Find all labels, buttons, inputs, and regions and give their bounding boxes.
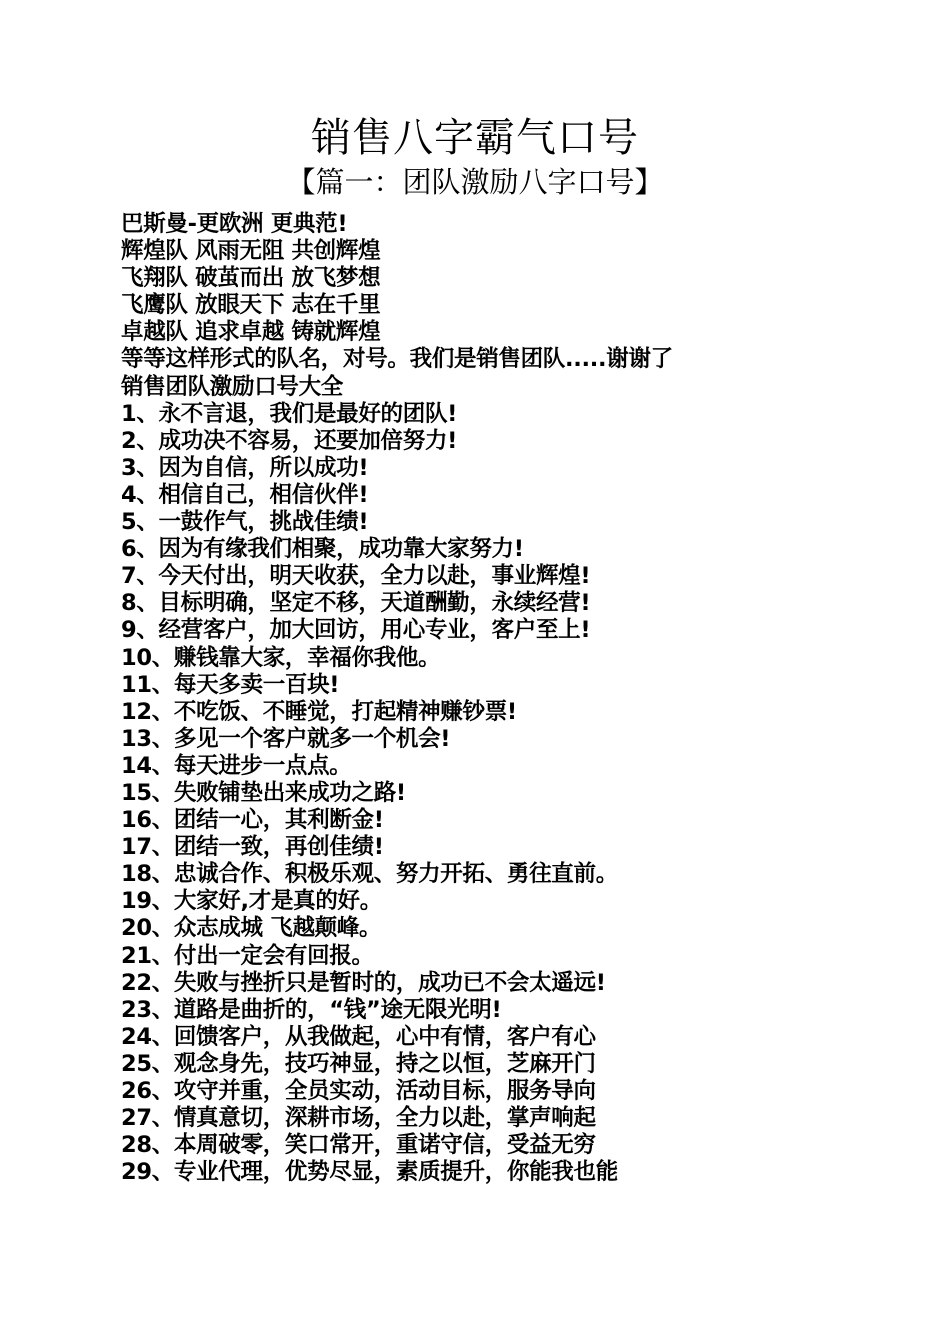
document-subtitle: 【篇一：团队激励八字口号】 (286, 165, 664, 199)
slogan-line: 5、一鼓作气，挑战佳绩! (121, 509, 369, 536)
slogan-line: 3、因为自信，所以成功! (121, 454, 369, 481)
slogan-line: 飞翔队 破茧而出 放飞梦想 (121, 265, 381, 292)
slogan-line: 11、每天多卖一百块! (121, 671, 340, 698)
slogan-line: 25、观念身先，技巧神显，持之以恒，芝麻开门 (121, 1050, 596, 1077)
slogan-line: 4、相信自己，相信伙伴! (121, 481, 369, 508)
document-title: 销售八字霸气口号 (311, 115, 639, 161)
slogan-line: 卓越队 追求卓越 铸就辉煌 (121, 319, 381, 346)
slogan-line: 15、失败铺垫出来成功之路! (121, 779, 406, 806)
slogan-line: 10、赚钱靠大家，幸福你我他。 (121, 644, 441, 671)
slogan-line: 13、多见一个客户就多一个机会! (121, 725, 451, 752)
slogan-line: 28、本周破零，笑口常开，重诺守信，受益无穷 (121, 1132, 596, 1159)
slogan-line: 8、目标明确，坚定不移，天道酬勤，永续经营! (121, 590, 591, 617)
slogan-line: 16、团结一心，其利断金! (121, 807, 384, 834)
slogan-line: 巴斯曼-更欧洲 更典范! (121, 211, 348, 237)
slogan-line: 销售团队激励口号大全 (121, 373, 344, 400)
slogan-line: 27、情真意切，深耕市场，全力以赴，掌声响起 (121, 1105, 596, 1132)
slogan-line: 12、不吃饭、不睡觉，打起精神赚钞票! (121, 698, 517, 725)
slogan-list (121, 211, 841, 1186)
slogan-line: 18、忠诚合作、积极乐观、努力开拓、勇往直前。 (121, 861, 618, 888)
slogan-line: 29、专业代理，优势尽显，素质提升，你能我也能 (121, 1159, 618, 1186)
slogan-line: 辉煌队 风雨无阻 共创辉煌 (121, 238, 381, 265)
slogan-line: 9、经营客户，加大回访，用心专业，客户至上! (121, 617, 591, 644)
slogan-line: 14、每天进步一点点。 (121, 752, 352, 779)
slogan-line: 24、回馈客户，从我做起，心中有情，客户有心 (121, 1023, 596, 1050)
slogan-line: 19、大家好,才是真的好。 (121, 888, 382, 915)
slogan-line: 等等这样形式的队名，对号。我们是销售团队.....谢谢了 (121, 346, 673, 373)
slogan-line: 26、攻守并重，全员实动，活动目标，服务导向 (121, 1078, 596, 1104)
slogan-line: 1、永不言退，我们是最好的团队! (121, 400, 458, 427)
slogan-line: 21、付出一定会有回报。 (121, 942, 374, 969)
slogan-line: 飞鹰队 放眼天下 志在千里 (121, 292, 381, 319)
slogan-line: 20、众志成城 飞越颠峰。 (121, 915, 382, 942)
slogan-line: 2、成功决不容易，还要加倍努力! (121, 427, 458, 454)
slogan-line: 17、团结一致，再创佳绩! (121, 834, 384, 861)
slogan-line: 6、因为有缘我们相聚，成功靠大家努力! (121, 536, 524, 563)
slogan-line: 22、失败与挫折只是暂时的，成功已不会太遥远! (121, 969, 606, 996)
slogan-line: 7、今天付出，明天收获，全力以赴，事业辉煌! (121, 563, 591, 590)
slogan-line: 23、道路是曲折的，“钱”途无限光明! (121, 996, 502, 1023)
